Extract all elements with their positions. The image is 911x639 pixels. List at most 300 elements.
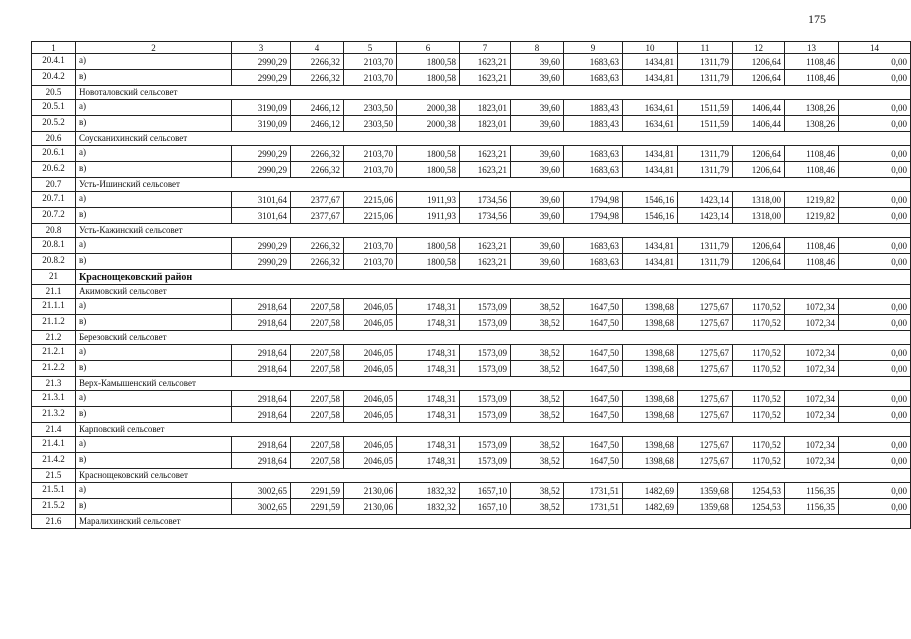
row-code: 21.2.2 xyxy=(32,361,76,377)
group-header-row xyxy=(32,132,911,146)
value-cell: 1573,09 xyxy=(460,345,511,361)
value-cell: 38,52 xyxy=(511,453,564,469)
value-cell: 1206,64 xyxy=(733,254,785,270)
value-cell: 2918,64 xyxy=(232,361,291,377)
value-cell: 1072,34 xyxy=(785,453,839,469)
value-cell: 1206,64 xyxy=(733,238,785,254)
value-cell: 2377,67 xyxy=(291,208,344,224)
table-row xyxy=(32,146,911,162)
value-cell: 0,00 xyxy=(839,162,911,178)
value-cell: 0,00 xyxy=(839,254,911,270)
value-cell: 2207,58 xyxy=(291,299,344,315)
value-cell: 3101,64 xyxy=(232,208,291,224)
value-cell: 1748,31 xyxy=(397,345,460,361)
value-cell: 1108,46 xyxy=(785,70,839,86)
group-header-row xyxy=(32,469,911,483)
row-code: 21.3.2 xyxy=(32,407,76,423)
region-header-row xyxy=(32,270,911,285)
value-cell: 1170,52 xyxy=(733,345,785,361)
value-cell: 1398,68 xyxy=(623,453,678,469)
value-cell: 1748,31 xyxy=(397,315,460,331)
value-cell: 1206,64 xyxy=(733,54,785,70)
value-cell: 1683,63 xyxy=(564,54,623,70)
value-cell: 1072,34 xyxy=(785,437,839,453)
value-cell: 2215,06 xyxy=(344,208,397,224)
value-cell: 1406,44 xyxy=(733,100,785,116)
value-cell: 1311,79 xyxy=(678,70,733,86)
value-cell: 2046,05 xyxy=(344,391,397,407)
group-header-row xyxy=(32,423,911,437)
value-cell: 1170,52 xyxy=(733,315,785,331)
column-number-cell: 4 xyxy=(291,42,344,54)
value-cell: 1734,56 xyxy=(460,208,511,224)
value-cell: 38,52 xyxy=(511,315,564,331)
value-cell: 1573,09 xyxy=(460,453,511,469)
value-cell: 0,00 xyxy=(839,361,911,377)
value-cell: 2130,06 xyxy=(344,499,397,515)
value-cell: 1275,67 xyxy=(678,391,733,407)
value-cell: 1748,31 xyxy=(397,391,460,407)
value-cell: 1647,50 xyxy=(564,391,623,407)
value-cell: 0,00 xyxy=(839,146,911,162)
group-header-row xyxy=(32,224,911,238)
table-row xyxy=(32,192,911,208)
value-cell: 39,60 xyxy=(511,100,564,116)
value-cell: 39,60 xyxy=(511,192,564,208)
value-cell: 1823,01 xyxy=(460,116,511,132)
value-cell: 1683,63 xyxy=(564,238,623,254)
value-cell: 1911,93 xyxy=(397,208,460,224)
table-row xyxy=(32,70,911,86)
value-cell: 1072,34 xyxy=(785,345,839,361)
value-cell: 2207,58 xyxy=(291,345,344,361)
value-cell: 2918,64 xyxy=(232,345,291,361)
value-cell: 3190,09 xyxy=(232,116,291,132)
value-cell: 3101,64 xyxy=(232,192,291,208)
value-cell: 1423,14 xyxy=(678,208,733,224)
value-cell: 1634,61 xyxy=(623,100,678,116)
value-cell: 1683,63 xyxy=(564,146,623,162)
row-code: 20.7 xyxy=(32,178,76,192)
value-cell: 1434,81 xyxy=(623,162,678,178)
value-cell: 1311,79 xyxy=(678,162,733,178)
value-cell: 2046,05 xyxy=(344,407,397,423)
value-cell: 2207,58 xyxy=(291,361,344,377)
value-cell: 1398,68 xyxy=(623,345,678,361)
value-cell: 1511,59 xyxy=(678,116,733,132)
row-code: 21.5 xyxy=(32,469,76,483)
column-number-cell: 8 xyxy=(511,42,564,54)
group-title: Карповский сельсовет xyxy=(76,423,911,437)
row-code: 20.8.2 xyxy=(32,254,76,270)
value-cell: 1573,09 xyxy=(460,361,511,377)
value-cell: 1170,52 xyxy=(733,453,785,469)
value-cell: 1623,21 xyxy=(460,54,511,70)
value-cell: 1647,50 xyxy=(564,299,623,315)
value-cell: 38,52 xyxy=(511,499,564,515)
value-cell: 1170,52 xyxy=(733,299,785,315)
value-cell: 1647,50 xyxy=(564,315,623,331)
column-number-cell: 11 xyxy=(678,42,733,54)
value-cell: 0,00 xyxy=(839,345,911,361)
row-code: 20.6.1 xyxy=(32,146,76,162)
value-cell: 0,00 xyxy=(839,208,911,224)
table-row xyxy=(32,391,911,407)
tariff-table xyxy=(31,41,911,529)
value-cell: 1731,51 xyxy=(564,499,623,515)
value-cell: 2046,05 xyxy=(344,361,397,377)
group-header-row xyxy=(32,178,911,192)
value-cell: 1482,69 xyxy=(623,483,678,499)
value-cell: 1072,34 xyxy=(785,315,839,331)
value-cell: 2266,32 xyxy=(291,254,344,270)
value-cell: 1546,16 xyxy=(623,192,678,208)
value-cell: 1308,26 xyxy=(785,100,839,116)
value-cell: 2303,50 xyxy=(344,100,397,116)
value-cell: 2990,29 xyxy=(232,238,291,254)
group-header-row xyxy=(32,86,911,100)
value-cell: 2046,05 xyxy=(344,453,397,469)
value-cell: 1318,00 xyxy=(733,208,785,224)
group-title: Усть-Кажинский сельсовет xyxy=(76,224,911,238)
table-row xyxy=(32,100,911,116)
column-number-cell: 13 xyxy=(785,42,839,54)
value-cell: 2918,64 xyxy=(232,407,291,423)
value-cell: 1072,34 xyxy=(785,407,839,423)
table-row xyxy=(32,499,911,515)
row-code: 21 xyxy=(32,270,76,285)
value-cell: 1311,79 xyxy=(678,54,733,70)
row-item-label: в) xyxy=(76,315,232,331)
value-cell: 1647,50 xyxy=(564,345,623,361)
value-cell: 1883,43 xyxy=(564,116,623,132)
value-cell: 2990,29 xyxy=(232,254,291,270)
value-cell: 2990,29 xyxy=(232,54,291,70)
value-cell: 1800,58 xyxy=(397,162,460,178)
row-item-label: в) xyxy=(76,70,232,86)
value-cell: 1623,21 xyxy=(460,238,511,254)
region-title: Краснощековский район xyxy=(76,270,911,285)
value-cell: 1794,98 xyxy=(564,208,623,224)
row-item-label: а) xyxy=(76,100,232,116)
row-item-label: в) xyxy=(76,162,232,178)
value-cell: 1072,34 xyxy=(785,299,839,315)
table-row xyxy=(32,254,911,270)
row-code: 21.1 xyxy=(32,285,76,299)
value-cell: 1482,69 xyxy=(623,499,678,515)
value-cell: 2000,38 xyxy=(397,100,460,116)
value-cell: 1800,58 xyxy=(397,238,460,254)
row-item-label: в) xyxy=(76,254,232,270)
value-cell: 2266,32 xyxy=(291,162,344,178)
value-cell: 2266,32 xyxy=(291,238,344,254)
value-cell: 1748,31 xyxy=(397,361,460,377)
table-row xyxy=(32,54,911,70)
value-cell: 0,00 xyxy=(839,100,911,116)
value-cell: 1647,50 xyxy=(564,437,623,453)
value-cell: 1398,68 xyxy=(623,361,678,377)
value-cell: 2918,64 xyxy=(232,299,291,315)
group-title: Акимовский сельсовет xyxy=(76,285,911,299)
value-cell: 1511,59 xyxy=(678,100,733,116)
row-code: 21.2 xyxy=(32,331,76,345)
table-row xyxy=(32,208,911,224)
value-cell: 2918,64 xyxy=(232,391,291,407)
table-row xyxy=(32,437,911,453)
row-code: 20.5.2 xyxy=(32,116,76,132)
value-cell: 1170,52 xyxy=(733,391,785,407)
row-code: 21.3 xyxy=(32,377,76,391)
value-cell: 3190,09 xyxy=(232,100,291,116)
value-cell: 0,00 xyxy=(839,437,911,453)
value-cell: 2000,38 xyxy=(397,116,460,132)
value-cell: 1800,58 xyxy=(397,146,460,162)
group-title: Верх-Камышенский сельсовет xyxy=(76,377,911,391)
row-code: 21.4.1 xyxy=(32,437,76,453)
value-cell: 1832,32 xyxy=(397,499,460,515)
value-cell: 1275,67 xyxy=(678,437,733,453)
value-cell: 1434,81 xyxy=(623,238,678,254)
value-cell: 1731,51 xyxy=(564,483,623,499)
row-code: 20.8.1 xyxy=(32,238,76,254)
value-cell: 2103,70 xyxy=(344,70,397,86)
value-cell: 1219,82 xyxy=(785,208,839,224)
row-code: 21.5.2 xyxy=(32,499,76,515)
value-cell: 39,60 xyxy=(511,254,564,270)
value-cell: 3002,65 xyxy=(232,483,291,499)
value-cell: 2130,06 xyxy=(344,483,397,499)
value-cell: 1647,50 xyxy=(564,407,623,423)
row-item-label: в) xyxy=(76,499,232,515)
value-cell: 1359,68 xyxy=(678,499,733,515)
value-cell: 0,00 xyxy=(839,299,911,315)
value-cell: 0,00 xyxy=(839,391,911,407)
column-number-cell: 2 xyxy=(76,42,232,54)
value-cell: 1423,14 xyxy=(678,192,733,208)
value-cell: 2046,05 xyxy=(344,437,397,453)
value-cell: 2990,29 xyxy=(232,146,291,162)
value-cell: 2103,70 xyxy=(344,238,397,254)
row-item-label: в) xyxy=(76,116,232,132)
value-cell: 2918,64 xyxy=(232,315,291,331)
value-cell: 2266,32 xyxy=(291,54,344,70)
value-cell: 1573,09 xyxy=(460,437,511,453)
value-cell: 38,52 xyxy=(511,483,564,499)
value-cell: 1311,79 xyxy=(678,238,733,254)
table-row xyxy=(32,162,911,178)
row-code: 20.5 xyxy=(32,86,76,100)
group-header-row xyxy=(32,377,911,391)
value-cell: 38,52 xyxy=(511,299,564,315)
value-cell: 39,60 xyxy=(511,70,564,86)
value-cell: 1800,58 xyxy=(397,70,460,86)
value-cell: 1398,68 xyxy=(623,407,678,423)
value-cell: 1275,67 xyxy=(678,407,733,423)
value-cell: 1734,56 xyxy=(460,192,511,208)
value-cell: 1308,26 xyxy=(785,116,839,132)
value-cell: 1108,46 xyxy=(785,146,839,162)
value-cell: 38,52 xyxy=(511,391,564,407)
value-cell: 1434,81 xyxy=(623,146,678,162)
value-cell: 1883,43 xyxy=(564,100,623,116)
row-item-label: в) xyxy=(76,453,232,469)
value-cell: 2046,05 xyxy=(344,345,397,361)
column-number-cell: 7 xyxy=(460,42,511,54)
value-cell: 1683,63 xyxy=(564,254,623,270)
value-cell: 2103,70 xyxy=(344,146,397,162)
value-cell: 1832,32 xyxy=(397,483,460,499)
row-item-label: а) xyxy=(76,192,232,208)
row-code: 20.8 xyxy=(32,224,76,238)
value-cell: 1911,93 xyxy=(397,192,460,208)
column-number-cell: 10 xyxy=(623,42,678,54)
table-row xyxy=(32,407,911,423)
group-header-row xyxy=(32,331,911,345)
group-header-row xyxy=(32,515,911,529)
value-cell: 3002,65 xyxy=(232,499,291,515)
value-cell: 2266,32 xyxy=(291,70,344,86)
value-cell: 0,00 xyxy=(839,407,911,423)
value-cell: 1072,34 xyxy=(785,391,839,407)
value-cell: 1318,00 xyxy=(733,192,785,208)
value-cell: 1823,01 xyxy=(460,100,511,116)
value-cell: 38,52 xyxy=(511,407,564,423)
value-cell: 1254,53 xyxy=(733,483,785,499)
value-cell: 39,60 xyxy=(511,146,564,162)
value-cell: 1108,46 xyxy=(785,162,839,178)
value-cell: 1683,63 xyxy=(564,70,623,86)
value-cell: 2103,70 xyxy=(344,162,397,178)
value-cell: 39,60 xyxy=(511,208,564,224)
value-cell: 2466,12 xyxy=(291,100,344,116)
value-cell: 1170,52 xyxy=(733,437,785,453)
value-cell: 1108,46 xyxy=(785,238,839,254)
value-cell: 1311,79 xyxy=(678,146,733,162)
table-row xyxy=(32,345,911,361)
column-number-cell: 9 xyxy=(564,42,623,54)
value-cell: 1275,67 xyxy=(678,361,733,377)
value-cell: 2303,50 xyxy=(344,116,397,132)
value-cell: 0,00 xyxy=(839,315,911,331)
value-cell: 1573,09 xyxy=(460,391,511,407)
value-cell: 0,00 xyxy=(839,70,911,86)
value-cell: 1794,98 xyxy=(564,192,623,208)
value-cell: 2046,05 xyxy=(344,315,397,331)
value-cell: 1800,58 xyxy=(397,54,460,70)
value-cell: 1748,31 xyxy=(397,407,460,423)
row-code: 20.4.1 xyxy=(32,54,76,70)
value-cell: 1398,68 xyxy=(623,391,678,407)
row-item-label: а) xyxy=(76,391,232,407)
value-cell: 1623,21 xyxy=(460,146,511,162)
value-cell: 1573,09 xyxy=(460,315,511,331)
value-cell: 1634,61 xyxy=(623,116,678,132)
row-item-label: в) xyxy=(76,407,232,423)
value-cell: 1275,67 xyxy=(678,315,733,331)
value-cell: 1434,81 xyxy=(623,70,678,86)
value-cell: 2291,59 xyxy=(291,483,344,499)
group-title: Новоталовский сельсовет xyxy=(76,86,911,100)
row-code: 21.4 xyxy=(32,423,76,437)
value-cell: 1108,46 xyxy=(785,254,839,270)
group-header-row xyxy=(32,285,911,299)
value-cell: 1219,82 xyxy=(785,192,839,208)
value-cell: 1108,46 xyxy=(785,54,839,70)
row-code: 20.4.2 xyxy=(32,70,76,86)
table-row xyxy=(32,361,911,377)
row-code: 20.6 xyxy=(32,132,76,146)
value-cell: 0,00 xyxy=(839,483,911,499)
value-cell: 2266,32 xyxy=(291,146,344,162)
value-cell: 0,00 xyxy=(839,192,911,208)
value-cell: 1647,50 xyxy=(564,361,623,377)
group-title: Усть-Ишинский сельсовет xyxy=(76,178,911,192)
row-code: 21.3.1 xyxy=(32,391,76,407)
value-cell: 1275,67 xyxy=(678,453,733,469)
value-cell: 2377,67 xyxy=(291,192,344,208)
column-number-cell: 5 xyxy=(344,42,397,54)
value-cell: 2207,58 xyxy=(291,453,344,469)
column-number-cell: 14 xyxy=(839,42,911,54)
value-cell: 0,00 xyxy=(839,499,911,515)
row-item-label: а) xyxy=(76,54,232,70)
table-row xyxy=(32,483,911,499)
value-cell: 1254,53 xyxy=(733,499,785,515)
value-cell: 2207,58 xyxy=(291,437,344,453)
row-code: 21.4.2 xyxy=(32,453,76,469)
value-cell: 1206,64 xyxy=(733,146,785,162)
value-cell: 1546,16 xyxy=(623,208,678,224)
value-cell: 2918,64 xyxy=(232,437,291,453)
value-cell: 1072,34 xyxy=(785,361,839,377)
value-cell: 1311,79 xyxy=(678,254,733,270)
value-cell: 1275,67 xyxy=(678,299,733,315)
page-number: 175 xyxy=(808,12,826,26)
value-cell: 1275,67 xyxy=(678,345,733,361)
row-code: 21.1.1 xyxy=(32,299,76,315)
value-cell: 1398,68 xyxy=(623,437,678,453)
row-code: 21.2.1 xyxy=(32,345,76,361)
value-cell: 1748,31 xyxy=(397,437,460,453)
row-item-label: а) xyxy=(76,483,232,499)
value-cell: 1623,21 xyxy=(460,254,511,270)
table-body xyxy=(32,42,911,529)
value-cell: 2215,06 xyxy=(344,192,397,208)
row-item-label: а) xyxy=(76,299,232,315)
group-title: Березовский сельсовет xyxy=(76,331,911,345)
value-cell: 39,60 xyxy=(511,116,564,132)
value-cell: 1573,09 xyxy=(460,299,511,315)
value-cell: 1398,68 xyxy=(623,315,678,331)
row-item-label: в) xyxy=(76,361,232,377)
value-cell: 1406,44 xyxy=(733,116,785,132)
value-cell: 1206,64 xyxy=(733,162,785,178)
value-cell: 1170,52 xyxy=(733,361,785,377)
value-cell: 38,52 xyxy=(511,345,564,361)
column-number-cell: 12 xyxy=(733,42,785,54)
value-cell: 0,00 xyxy=(839,54,911,70)
value-cell: 1206,64 xyxy=(733,70,785,86)
value-cell: 2918,64 xyxy=(232,453,291,469)
value-cell: 1647,50 xyxy=(564,453,623,469)
row-code: 21.1.2 xyxy=(32,315,76,331)
value-cell: 39,60 xyxy=(511,238,564,254)
column-number-cell: 1 xyxy=(32,42,76,54)
value-cell: 1748,31 xyxy=(397,299,460,315)
value-cell: 38,52 xyxy=(511,361,564,377)
row-code: 21.6 xyxy=(32,515,76,529)
table-row xyxy=(32,299,911,315)
